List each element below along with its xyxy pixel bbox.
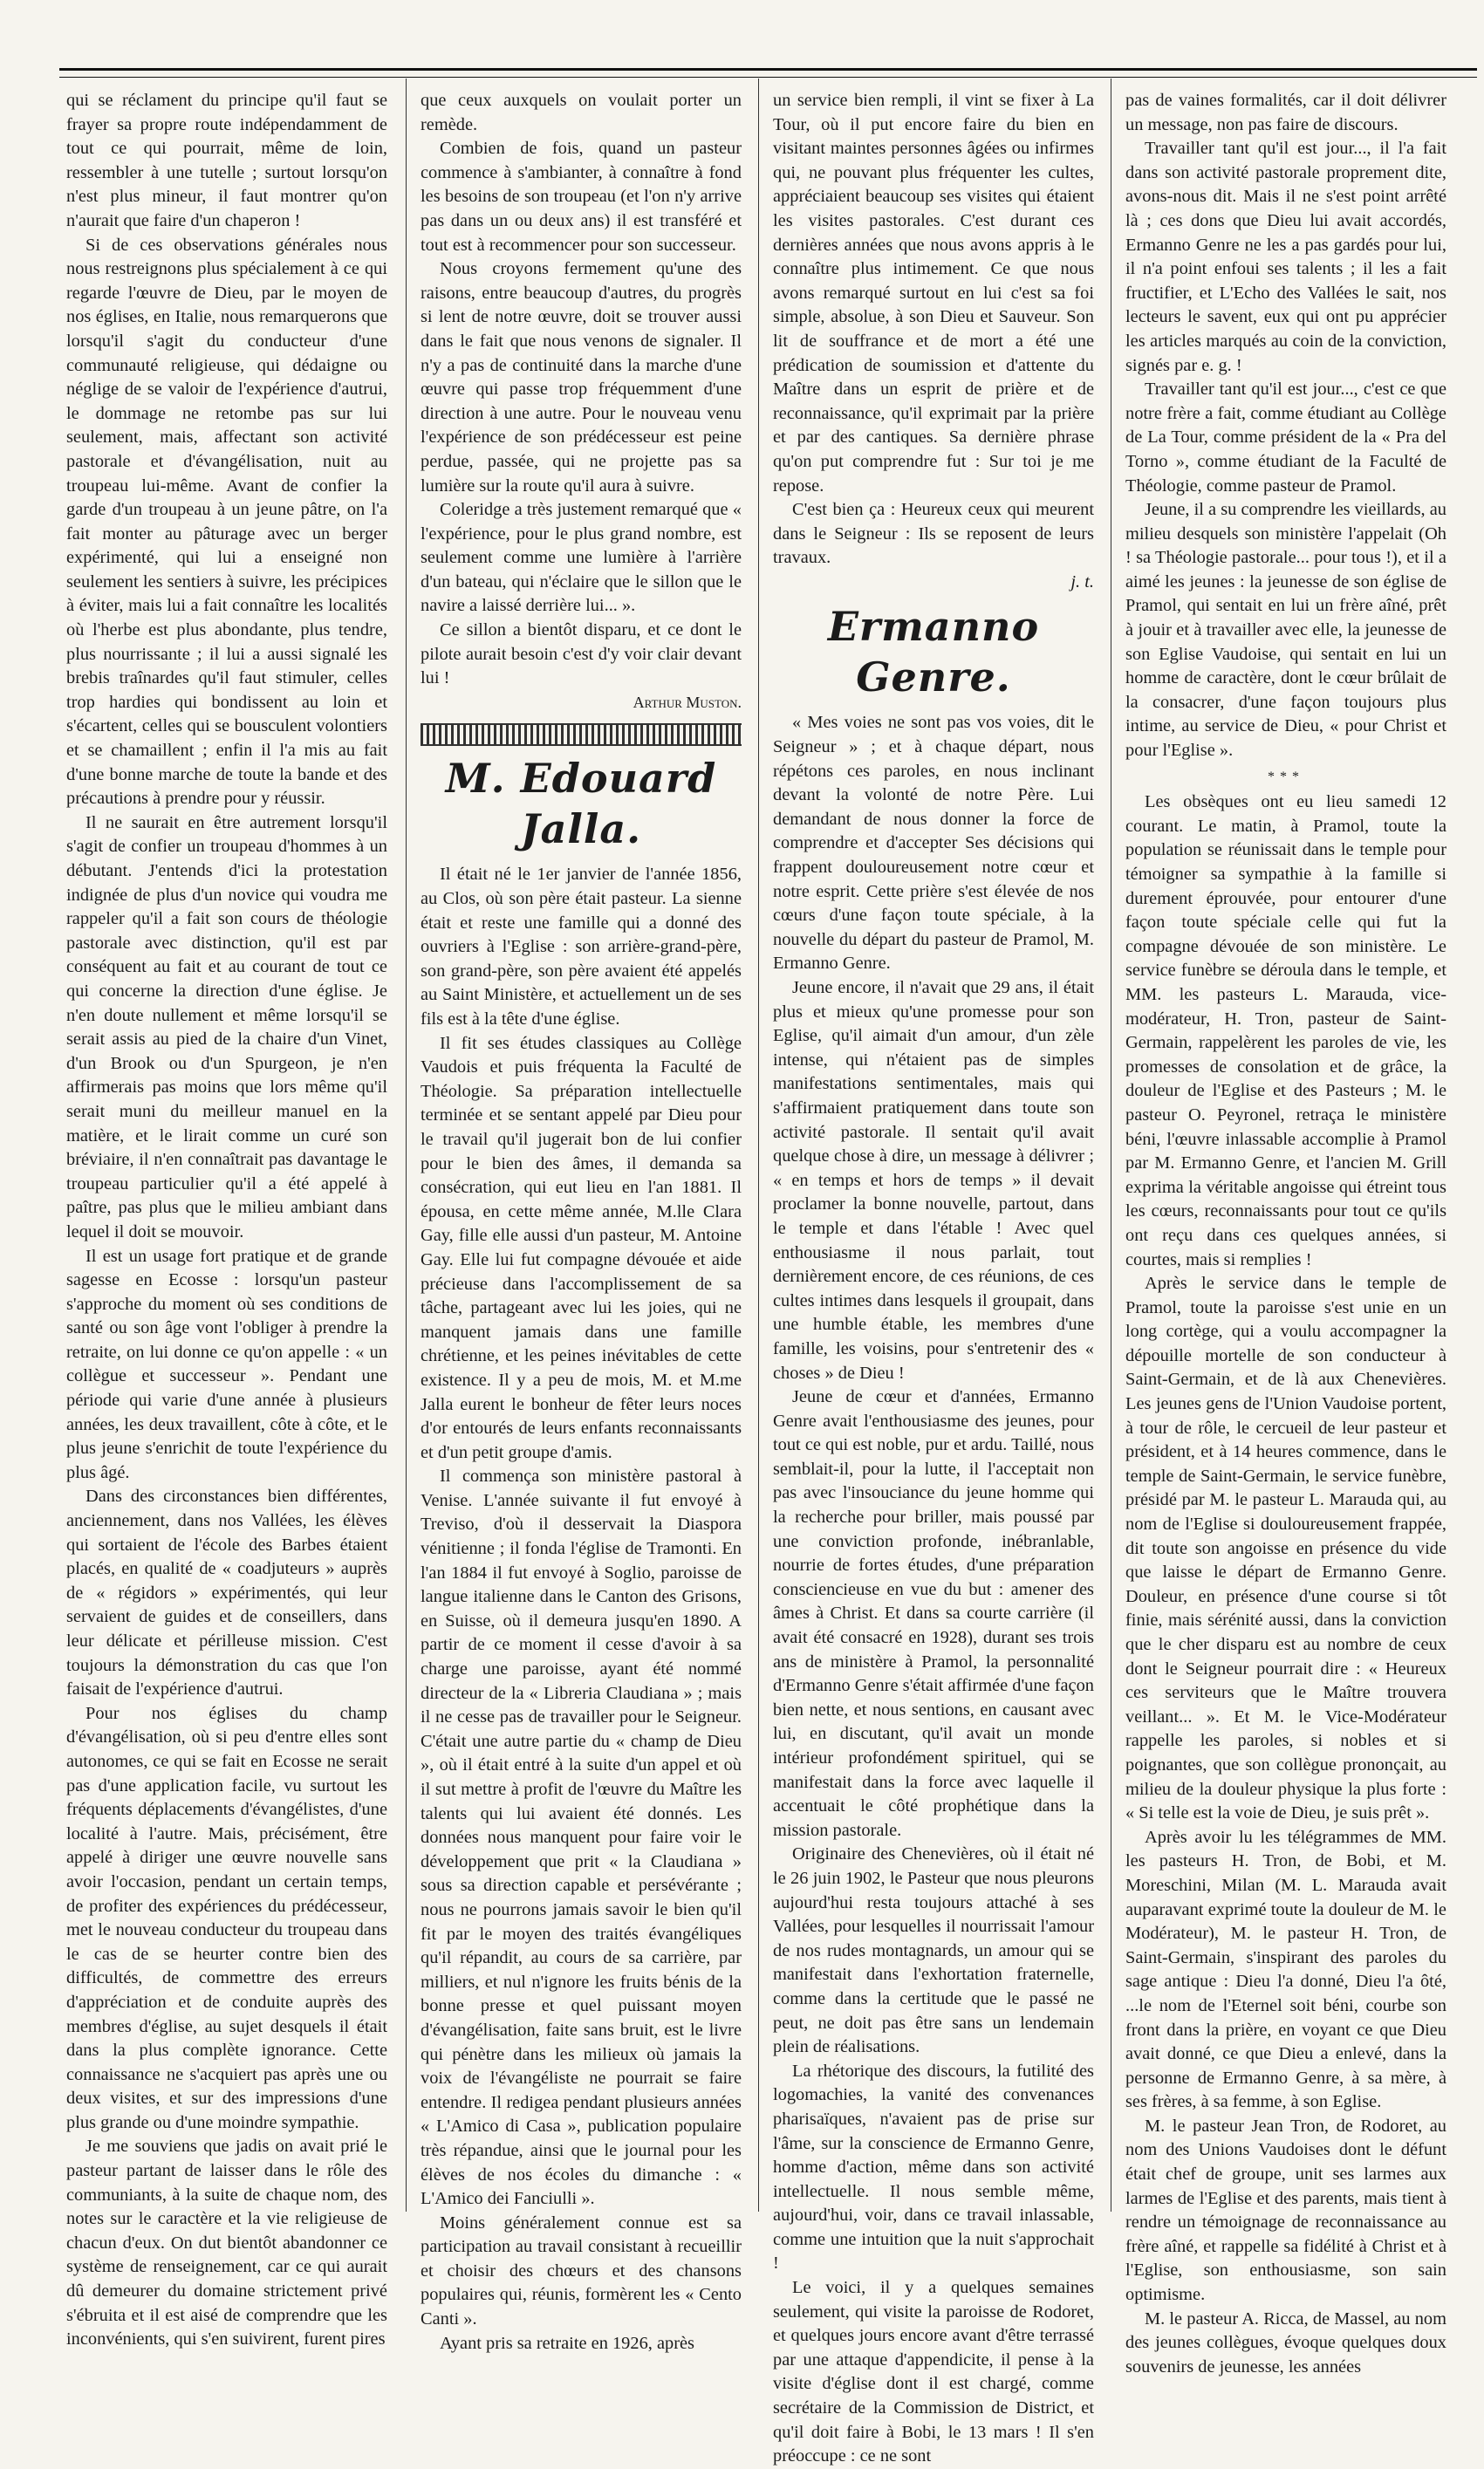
column-2 [421, 89, 742, 2353]
paragraph: Jeune de cœur et d'années, Ermanno Genre avait l'enthousiasme des jeunes, pour tout ce qui est noble, pur et ardu. Taillé, nous semblait-il, pour la lutte, il l'acceptait non pas avec l'insouciance du jeune homme qui la recherche pour briller, mais poussé par une conviction profonde, inébranlable, nourrie de fortes études, d'une préparation consciencieuse en vue du but : amener des âmes à Christ. Et dans sa courte carrière (il avait été consacré en 1928), durant ses trois ans de ministère à Pramol, la personnalité d'Ermanno Genre s'était affirmée d'une façon bien nette, et nous sentions, en causant avec lui, en discutant, qu'il avait un monde intérieur profondément spirituel, qui se manifestait dans la force avec laquelle il accentuait le côté prophétique dans la mission pastorale. [773, 1387, 1094, 1840]
paragraph: Si de ces observations générales nous nous restreignons plus spécialement à ce qui regarde l'œuvre de Dieu, par le moyen de nos églises, en Italie, nous remarquerons que lorsqu'il s'agit du conducteur d'une communauté religieuse, qui dédaigne ou néglige de se valoir de l'expérience d'autrui, le dommage ne retombe pas sur lui seulement, mais, affectant son activité pastorale et d'évangélisation, nuit au troupeau lui-même. Avant de confier la garde d'un troupeau à un jeune pâtre, on l'a fait monter au pâturage avec un berger expérimenté, qui lui a enseigné non seulement les sentiers à suivre, les précipices à éviter, mais lui a fait connaître les localités où l'herbe est plus abondante, plus tendre, plus nourrissante ; il lui a aussi signalé les brebis traînardes qu'il faut stimuler, celles trop hardies qui bondissent au loin et s'écartent, celles qui se bousculent volontiers et se chamaillent ; enfin il l'a mis au fait d'une bonne marche de toute la bande et des précautions à prendre pour y réussir. [66, 235, 387, 809]
paragraph: Combien de fois, quand un pasteur commence à s'ambianter, à connaître à fond les besoins de son troupeau (et l'on n'y arrive pas dans un ou deux ans) il est transféré et tout est à recommencer pour son successeur. [421, 139, 742, 255]
paragraph: Pour nos églises du champ d'évangélisation, où si peu d'entre elles sont autonomes, ce qui se fait en Ecosse ne serait pas d'une application facile, vu surtout les fréquents déplacements d'évangélistes, d'une localité à l'autre. Mais, précisément, être appelé à diriger une œuvre nouvelle sans avoir l'occasion, pendant un certain temps, de profiter des expériences du prédécesseur, met le nouveau conducteur du troupeau dans le cas de se heurter contre bien des difficultés, de commettre des erreurs d'appréciation et de conduite auprès des membres d'église, au sujet desquels il était dans la plus complète ignorance. Cette connaissance ne s'acquiert pas après une ou deux visites, et sur des impressions d'une plus grande ou d'une moindre sympathie. [66, 1703, 387, 2132]
paragraph: Dans des circonstances bien différentes, anciennement, dans nos Vallées, les élèves qui sortaient de l'école des Barbes étaient placés, en qualité de « coadjuteurs » auprès de « régidors » expérimentés, qui leur servaient de guides et de conseillers, dans leur délicate et périlleuse mission. C'est toujours la démonstration du cas que l'on faisait de l'expérience d'autrui. [66, 1487, 387, 1700]
paragraph: Il fit ses études classiques au Collège Vaudois et puis fréquenta la Faculté de Théologie. Sa préparation intellectuelle terminée et se sentant appelé par Dieu pour le travail qu'il jugerait bon de lui confier pour le bien des âmes, il demanda sa consécration, qui eut lieu en l'an 1881. Il épousa, en cette même année, M.lle Clara Gay, fille elle aussi d'un pasteur, M. Antoine Gay. Elle lui fut compagne dévouée et aide précieuse dans l'accomplissement de sa tâche, partageant avec lui les joies, qui ne manquent jamais dans une famille chrétienne, et les peines inévitables de cette existence. Il y a peu de mois, M. et M.me Jalla eurent le bonheur de fêter leurs noces d'or entourés de leurs enfants reconnaissants et d'un petit groupe d'amis. [421, 1033, 742, 1462]
author-initials: j. t. [1070, 571, 1094, 592]
paragraph: Ayant pris sa retraite en 1926, après [440, 2333, 694, 2353]
paragraph: un service bien rempli, il vint se fixer à La Tour, où il put encore faire du bien en visitant maintes personnes âgées ou infirmes qui, ne pouvant plus fréquenter les cultes, appréciaient beaucoup ses visites qui étaient les visites pastorales. C'est durant ces dernières années que nous avons appris à le connaître plus intimement. Ce que nous avons remarqué surtout en lui c'est sa foi simple, absolue, à son Dieu et Sauveur. Son lit de souffrance et de mort a été une prédication de soumission et d'attente du Maître dans un esprit de prière et de reconnaissance, qu'il exprimait par la prière et par des cantiques. Sa dernière phrase qu'on put comprendre fut : Sur toi je me repose. [773, 91, 1094, 496]
paragraph: Originaire des Chenevières, où il était né le 26 juin 1902, le Pasteur que nous pleurons aujourd'hui resta toujours attaché à ses Vallées, pour lesquelles il nourrissait l'amour de nos rudes montagnards, un amour qui se manifestait dans l'exhortation fraternelle, comme dans la certitude que le passé ne peut, ne doit pas être sans un lendemain plein de réalisations. [773, 1844, 1094, 2057]
paragraph: Les obsèques ont eu lieu samedi 12 courant. Le matin, à Pramol, toute la population se réunissait dans le temple pour témoigner sa sympathie à la famille si durement éprouvée, pour entourer d'une façon toute spéciale celle qui fut la compagne dévouée de son ministère. Le service funèbre se déroula dans le temple, et MM. les pasteurs L. Marauda, vice-modérateur, H. Tron, pasteur de Saint-Germain, rappelèrent les paroles de vie, les promesses de consolation et de grâce, la douleur de l'Eglise et des Pasteurs ; M. le pasteur O. Peyronel, retraça le ministère béni, l'œuvre inlassable accomplie à Pramol par M. Ermanno Genre, et l'ancien M. Grill exprima la véritable angoisse qui étreint tous les cœurs, reconnaissants pour tout ce qu'ils ont reçu dans ces quelques années, si courtes, mais si remplies ! [1125, 792, 1446, 1269]
paragraph: Après avoir lu les télégrammes de MM. les pasteurs H. Tron, de Bobi, et M. Moreschini, Milan (M. L. Marauda avait auparavant exprimé toute la douleur de M. le Modérateur), M. le pasteur H. Tron, de Saint-Germain, s'inspirant des paroles du sage antique : Dieu l'a donné, Dieu l'a ôté, ...le nom de l'Eternel soit béni, courbe son front dans la prière, en voyant ce que Dieu avait donné, ce que Dieu a enlevé, dans la personne de Ermanno Genre, à sa mère, à ses frères, à sa femme, à son Eglise. [1125, 1827, 1446, 2112]
paragraph: pas de vaines formalités, car il doit délivrer un message, non pas faire de discours. [1125, 91, 1446, 134]
paragraph: Jeune encore, il n'avait que 29 ans, il était plus et mieux qu'une promesse pour son Eglise, qu'il aimait d'un amour, d'un zèle intense, qui n'étaient pas de simples manifestations sentimentales, mais qui s'affirmaient pratiquement dans toute son activité pastorale. Il sentait qu'il avait quelque chose à dire, un message à délivrer ; « en temps et hors de temps » il devait proclamer la bonne nouvelle, partout, dans le temple et dans l'étable ! Avec quel enthousiasme il nous parlait, tout dernièrement encore, de ces réunions, de ces cultes intimes dans lesquels il groupait, dans une humble étable, les membres d'une famille, les voisins, pour s'entretenir des « choses » de Dieu ! [773, 978, 1094, 1383]
paragraph: que ceux auxquels on voulait porter un remède. [421, 91, 742, 134]
paragraph: Travailler tant qu'il est jour..., il l'a fait dans son activité pastorale proprement dite, avons-nous dit. Mais il ne s'est point arrêté là ; ces dons que Dieu lui avait accordés, Ermanno Genre ne les a pas gardés pour lui, il n'a point enfoui ses talents ; il les a fait fructifier, et L'Echo des Vallées le sait, nos lecteurs le savent, eux qui ont pu apprécier les articles marqués au coin de la conviction, signés par e. g. ! [1125, 139, 1446, 375]
paragraph: Moins généralement connue est sa participation au travail consistant à recueillir et choisir des chœurs et des chansons populaires qui, réunis, formèrent les « Cento Canti ». [421, 2213, 742, 2329]
column-rule [406, 79, 407, 2212]
paragraph: Il ne saurait en être autrement lorsqu'il s'agit de confier un troupeau d'hommes à un débutant. J'entends d'ici la protestation indignée de plus d'un novice qui voudra me rappeler qu'il a fait son cours de théologie pastorale avec distinction, qu'il est par conséquent au fait et au courant de tout ce qui concerne la direction d'une église. Je n'en doute nullement et même lorsqu'il se serait assis au pied de la chaire d'un Vinet, d'un Brook ou d'un Spurgeon, je n'en affirmerais pas moins que lors même qu'il serait muni du meilleur manuel en la matière, et le lirait comme un curé son bréviaire, il n'en connaîtrait pas davantage le troupeau particulier qu'il a été appelé à paître, pas plus que le milieu ambiant dans lequel il doit se mouvoir. [66, 812, 387, 1241]
column-4 [1125, 89, 1446, 2377]
paragraph: La rhétorique des discours, la futilité des logomachies, la vanité des convenances pharisaïques, n'avaient pas de prise sur l'âme, sur la conscience de Ermanno Genre, homme d'action, même dans son activité intellectuelle. Il nous semble même, aujourd'hui, voir, dans ce travail inlassable, comme une intuition que la nuit s'approchait ! [773, 2061, 1094, 2274]
column-3 [773, 89, 1094, 2466]
paragraph: « Mes voies ne sont pas vos voies, dit le Seigneur » ; et à chaque départ, nous répétons ces paroles, en nous inclinant devant la volonté de notre Père. Lui demandant de nous donner la force de comprendre et d'accepter Ses décisions qui frappent douloureusement notre cœur et notre esprit. Cette prière s'est élevée de nos cœurs d'une façon toute spéciale, à la nouvelle du départ du pasteur de Pramol, M. Ermanno Genre. [773, 713, 1094, 974]
author-signature: Arthur Muston. [633, 693, 742, 711]
paragraph: C'est bien ça : Heureux ceux qui meurent dans le Seigneur : Ils se reposent de leurs travaux. [773, 500, 1094, 568]
ornamental-divider [421, 723, 742, 746]
article-headline-jalla: M. Edouard Jalla. [445, 755, 717, 853]
paragraph: qui se réclament du principe qu'il faut se frayer sa propre route indépendamment de tout ce qui pourrait, même de loin, ressembler à une tutelle ; surtout lorsqu'on n'est plus mineur, il faut montrer qu'on n'aurait que faire d'un chaperon ! [66, 91, 387, 230]
paragraph: Nous croyons fermement qu'une des raisons, entre beaucoup d'autres, du progrès si lent de notre œuvre, doit se trouver aussi dans le fait que nous venons de signaler. Il n'y a pas de continuité dans la marche d'une œuvre qui passe trop fréquemment d'une direction à une autre. Pour le nouveau venu l'expérience de son prédécesseur est peine perdue, passée, qui ne projette pas sa lumière sur la route qu'il aura à suivre. [421, 259, 742, 496]
top-rule [59, 68, 1477, 78]
column-1 [66, 89, 387, 2349]
paragraph: Après le service dans le temple de Pramol, toute la paroisse s'est unie en un long cortège, qui a voulu accompagner la dépouille mortelle de son conducteur à Saint-Germain, et de là aux Chenevières. Les jeunes gens de l'Union Vaudoise portent, à tour de rôle, le cercueil de leur pasteur et président, et à 14 heures commence, dans le temple de Saint-Germain, le service funèbre, présidé par M. le pasteur L. Marauda qui, au nom de l'Eglise si douloureusement frappée, dit toute son angoisse en présence du vide que laisse le départ de Ermanno Genre. Douleur, en présence d'une course si tôt finie, mais sérénité aussi, dans la conviction que le cher disparu est au nombre de ceux dont le Seigneur pourrait dire : « Heureux ces serviteurs que le Maître trouvera veillant... ». Et M. le Vice-Modérateur rappelle les paroles, si nobles et si poignantes, que son collègue prononçait, au milieu de la douleur physique la plus forte : « Si telle est la voie de Dieu, je suis prêt ». [1125, 1274, 1446, 1823]
column-rule [758, 79, 759, 2212]
paragraph: Je me souviens que jadis on avait prié le pasteur partant de laisser dans le rôle des communiants, à la suite de chaque nom, des notes sur le caractère et la vie religieuse de chacun d'eux. On dut bientôt abandonner ce système de renseignement, car ce qui aurait dû demeurer du domaine strictement privé s'ébruita et il est aisé de comprendre que les inconvénients, qui s'en suivirent, furent pires [66, 2137, 387, 2349]
paragraph: Il est un usage fort pratique et de grande sagesse en Ecosse : lorsqu'un pasteur s'approche du moment où ses conditions de santé ou son âge vont l'obliger à prendre la retraite, on lui donne ce qu'on appelle : « un collègue et successeur ». Pendant une période qui varie d'une année à plusieurs années, les deux travaillent, côte à côte, et le plus jeune s'enrichit de toute l'expérience du plus âgé. [66, 1246, 387, 1482]
paragraph: Le voici, il y a quelques semaines seulement, qui visite la paroisse de Rodoret, et quelques jours encore avant d'être terrassé par une attaque d'appendicite, il pense à la visite d'église dont il est chargé, comme secrétaire de la Commission de District, et qu'il doit faire à Bobi, le 13 mars ! Il s'en préoccupe : ce ne sont [773, 2278, 1094, 2466]
paragraph: M. le pasteur A. Ricca, de Massel, au nom des jeunes collègues, évoque quelques doux souvenirs de jeunesse, les années [1125, 2308, 1446, 2377]
article-headline-genre: Ermanno Genre. [827, 603, 1040, 701]
paragraph: Coleridge a très justement remarqué que « l'expérience, pour le plus grand nombre, est seulement comme une lumière à l'arrière d'un bateau, qui n'éclaire que le sillon que le navire a laissé derrière lui... ». [421, 500, 742, 616]
paragraph: Travailler tant qu'il est jour..., c'est ce que notre frère a fait, comme étudiant au Collège de La Tour, comme président de la « Pra del Torno », comme étudiant de la Faculté de Théologie, comme pasteur de Pramol. [1125, 380, 1446, 496]
paragraph: Il était né le 1er janvier de l'année 1856, au Clos, où son père était pasteur. La sienne était et reste une famille qui a donné des ouvriers à l'Eglise : son arrière-grand-père, son grand-père, son père avaient été appelés au Saint Ministère, et actuellement un de ses fils est à la tête d'une église. [421, 865, 742, 1029]
section-separator: *** [1268, 769, 1304, 784]
paragraph: Il commença son ministère pastoral à Venise. L'année suivante il fut envoyé à Treviso, d'où il desservait la Diaspora vénitienne ; il fonda l'église de Tramonti. En l'an 1884 il fut envoyé à Soglio, paroisse de langue italienne dans le Canton des Grisons, en Suisse, où il demeura jusqu'en 1890. A partir de ce moment il cesse d'avoir à sa charge une paroisse, ayant été nommé directeur de la « Libreria Claudiana » ; mais il ne cesse pas de travailler pour le Seigneur. C'était une autre partie du « champ de Dieu », où il était entré à la suite d'un appel et où il sut mettre à profit de l'œuvre du Maître les talents qui lui avaient été donnés. Les données nous manquent pour faire voir le développement que prit « la Claudiana » sous sa direction capable et persévérante ; nous ne pourrons jamais savoir le bien qu'il fit par le moyen des traités évangéliques qu'il répandit, au cours de sa carrière, par milliers, et nul n'ignore les fruits bénis de la bonne presse et quel puissant moyen d'évangélisation, faite sans bruit, est le livre qui pénètre dans les milieux où jamais la voix de l'évangéliste ne pourrait se faire entendre. Il redigea pendant plusieurs années « L'Amico di Casa », publication populaire très répandue, ainsi que le journal pour les élèves de nos écoles du dimanche : « L'Amico dei Fanciulli ». [421, 1467, 742, 2209]
paragraph: M. le pasteur Jean Tron, de Rodoret, au nom des Unions Vaudoises dont le défunt était chef de groupe, unit ses larmes aux larmes de l'Eglise et des parents, mais tient à rendre un témoignage de reconnaissance au frère aîné, et rappelle sa fidélité à Christ et à l'Eglise, son enthousiasme, son sain optimisme. [1125, 2116, 1446, 2305]
paragraph: Jeune, il a su comprendre les vieillards, au milieu desquels son ministère l'appelait (Oh ! sa Théologie pastorale... pour tous !), et il a aimé les jeunes : la jeunesse de son église de Pramol, qui sentait en lui un frère aîné, prêt à jouir et à travailler avec elle, la jeunesse de son Eglise Vaudoise, qui sentait en lui un homme de caractère, dont le cœur brûlait de la consacrer, d'une façon toujours plus intime, au service de Dieu, « pour Christ et pour l'Eglise ». [1125, 500, 1446, 761]
paragraph: Ce sillon a bientôt disparu, et ce dont le pilote aurait besoin c'est d'y voir clair devant lui ! [421, 620, 742, 688]
